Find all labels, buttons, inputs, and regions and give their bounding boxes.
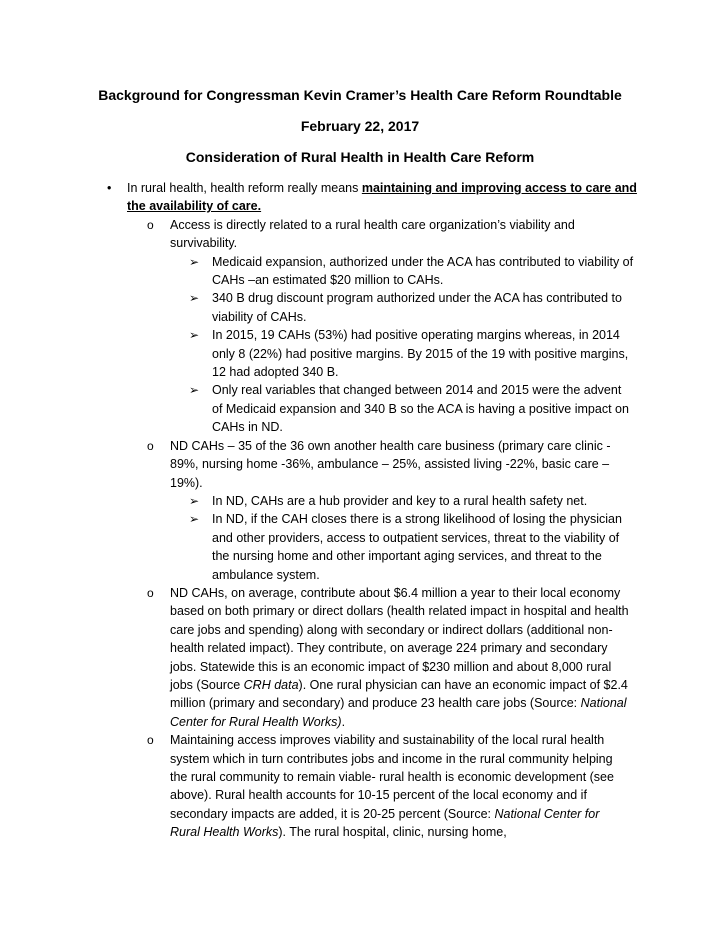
sub-item-text: ND CAHs – 35 of the 36 own another health care business (primary care clinic - 89%, nursing home -36%, ambulance – 25%, assisted living -22%, basic care – 19%). bbox=[170, 438, 611, 490]
document-subtitle: Consideration of Rural Health in Health Care Reform bbox=[185, 149, 535, 165]
circle-marker: o bbox=[147, 217, 154, 232]
arrow-item bbox=[189, 381, 634, 436]
source-citation: CRH data bbox=[243, 677, 299, 692]
arrow-item-text: Only real variables that changed between 2014 and 2015 were the advent of Medicaid expansion and 340 B so the ACA is having a positive impact on CAHs in ND. bbox=[212, 383, 629, 435]
arrow-item-text: In 2015, 19 CAHs (53%) had positive operating margins whereas, in 2014 only 8 (22%) had positive margins. By 2015 of the 19 with positive margins, 12 had adopted 340 B. bbox=[212, 328, 629, 380]
source-citation: National Center for Rural Health Works bbox=[170, 806, 600, 840]
sub-item-text: ). The rural hospital, clinic, nursing home, bbox=[278, 825, 507, 840]
document-title: Background for Congressman Kevin Cramer’s Health Care Reform Roundtable bbox=[98, 87, 622, 103]
arrow-item bbox=[189, 326, 634, 381]
document-body bbox=[0, 179, 720, 842]
arrow-marker: ➢ bbox=[189, 493, 200, 508]
arrow-item-text: In ND, if the CAH closes there is a strong likelihood of losing the physician and other providers, access to outpatient services, threat to the viability of the nursing home and other important aging services, and threat to the ambulance system. bbox=[212, 512, 622, 582]
sub-item-text: Maintaining access improves viability and sustainability of the local rural health system which in turn contributes jobs and income in the rural community helping the rural community to remain viable- rural health is economic development (see above). Rural health accounts for 10-15 percent of the local economy and if secondary impacts are added, it is 20-25 percent (Source: bbox=[170, 733, 614, 821]
circle-marker: o bbox=[147, 733, 154, 748]
arrow-marker: ➢ bbox=[189, 328, 200, 343]
sub-item bbox=[147, 584, 630, 731]
arrow-item bbox=[189, 289, 634, 326]
arrow-item-text: Medicaid expansion, authorized under the ACA has contributed to viability of CAHs –an estimated $20 million to CAHs. bbox=[212, 254, 634, 288]
circle-marker: o bbox=[147, 585, 154, 600]
bullet-marker: • bbox=[107, 181, 112, 195]
sub-item-text: . bbox=[341, 714, 346, 729]
sub-item-text: ). One rural physician can have an economic impact of $2.4 million (primary and secondary) and produce 23 health care jobs (Source: bbox=[170, 677, 628, 711]
bullet-item bbox=[107, 179, 647, 216]
arrow-marker: ➢ bbox=[189, 383, 200, 398]
arrow-marker: ➢ bbox=[189, 291, 200, 306]
source-citation: National Center for Rural Health Works) bbox=[170, 696, 627, 729]
circle-marker: o bbox=[147, 438, 154, 453]
arrow-marker: ➢ bbox=[189, 254, 200, 269]
sub-item bbox=[147, 216, 630, 253]
arrow-marker: ➢ bbox=[189, 512, 200, 527]
arrow-item bbox=[189, 510, 634, 584]
bullet-text: In rural health, health reform really means bbox=[127, 181, 362, 195]
arrow-item-text: 340 B drug discount program authorized under the ACA has contributed to viability of CAHs. bbox=[212, 291, 622, 324]
sub-item bbox=[147, 437, 630, 492]
arrow-item bbox=[189, 492, 634, 510]
sub-item-text: Access is directly related to a rural health care organization’s viability and survivability. bbox=[170, 217, 575, 251]
arrow-item bbox=[189, 253, 634, 290]
emphasis-text: maintaining and improving access to care and the availability of care. bbox=[127, 181, 637, 214]
arrow-item-text: In ND, CAHs are a hub provider and key to a rural health safety net. bbox=[212, 493, 588, 508]
sub-item bbox=[147, 731, 630, 841]
document-date: February 22, 2017 bbox=[300, 118, 420, 134]
sub-item-text: ND CAHs, on average, contribute about $6.4 million a year to their local economy based on both primary or direct dollars (health related impact in hospital and health care jobs and spending) along with secondary or indirect dollars (additional non-health related impact). They contribute, on average 224 primary and secondary jobs. Statewide this is an economic impact of $230 million and about 8,000 rural jobs (Source bbox=[170, 585, 629, 692]
